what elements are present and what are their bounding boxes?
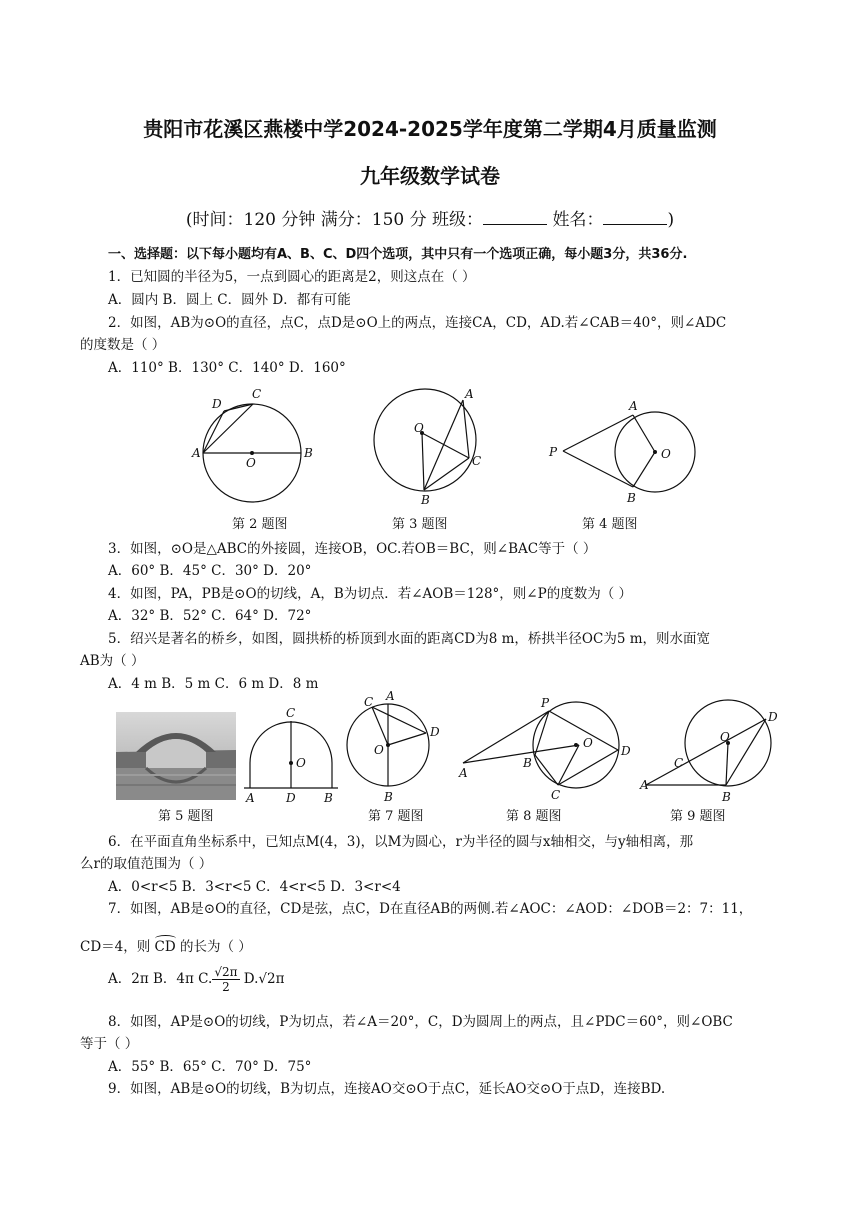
question-1: 1．已知圆的半径为5，一点到圆心的距离是2，则这点在（ ）	[108, 269, 476, 285]
q7-suffix: 的长为（ ）	[180, 939, 252, 955]
label-d: D	[768, 710, 778, 724]
label-c: C	[472, 454, 482, 468]
label-o: O	[583, 736, 593, 750]
label-c: C	[551, 788, 561, 802]
question-9: 9．如图，AB是⊙O的切线，B为切点，连接AO交⊙O于点C，延长AO交⊙O于点D，连接BD.	[108, 1081, 666, 1097]
figure-q5	[240, 705, 345, 805]
caption-q5: 第 5 题图	[158, 809, 214, 824]
q7-fraction	[212, 965, 239, 994]
label-o: O	[296, 756, 306, 770]
section-heading: 一、选择题：以下每小题均有A、B、C、D四个选项，其中只有一个选项正确，每小题3分，共36分.	[108, 247, 688, 262]
label-d: D	[286, 791, 296, 805]
caption-q4: 第 4 题图	[582, 517, 638, 532]
question-4-options: A．32° B．52° C．64° D．72°	[108, 608, 312, 624]
question-6: 6．在平面直角坐标系中，已知点M(4，3)，以M为圆心，r为半径的圆与x轴相交，与y轴相离，那	[108, 834, 694, 850]
question-7-options	[108, 965, 285, 994]
caption-q9: 第 9 题图	[670, 809, 726, 824]
question-6-options: A．0<r<5 B．3<r<5 C．4<r<5 D．3<r<4	[108, 879, 401, 895]
label-o: O	[720, 730, 730, 744]
label-a: A	[640, 778, 649, 792]
q7-frac-num: √2π	[214, 965, 238, 979]
question-3-options: A．60° B．45° C．30° D．20°	[108, 563, 312, 579]
question-1-options: A．圆内 B．圆上 C．圆外 D．都有可能	[108, 292, 351, 308]
caption-q3: 第 3 题图	[392, 517, 448, 532]
exam-title: 贵阳市花溪区燕楼中学2024-2025学年度第二学期4月质量监测	[143, 117, 717, 141]
bridge-photo	[116, 712, 236, 800]
label-c: C	[364, 695, 374, 709]
exam-subtitle: 九年级数学试卷	[360, 164, 500, 188]
q7-opt-ab: A．2π B．4π C.	[108, 971, 213, 987]
exam-info	[0, 205, 860, 230]
info-suffix: )	[667, 210, 675, 230]
label-d: D	[430, 725, 440, 739]
figure-q7	[342, 688, 447, 806]
label-p: P	[549, 445, 558, 459]
label-d: D	[212, 397, 222, 411]
figure-q3	[365, 380, 495, 510]
label-b: B	[384, 790, 393, 804]
question-8-options: A．55° B．65° C．70° D．75°	[108, 1059, 312, 1075]
question-7: 7．如图，AB是⊙O的直径，CD是弦，点C，D在直径AB的两侧.若∠AOC：∠AOD：∠DOB＝2：7：11，	[108, 901, 753, 917]
question-3: 3．如图，⊙O是△ABC的外接圆，连接OB，OC.若OB＝BC，则∠BAC等于（ ）	[108, 541, 597, 557]
q7-opt-d: D.√2π	[243, 971, 285, 987]
label-b: B	[324, 791, 333, 805]
figure-q9	[636, 697, 786, 805]
question-2: 2．如图，AB为⊙O的直径，点C，点D是⊙O上的两点，连接CA，CD，AD.若∠CAB＝40°，则∠ADC	[108, 315, 727, 331]
label-a: A	[459, 766, 468, 780]
label-b: B	[304, 446, 313, 460]
info-name: 姓名：	[547, 210, 604, 230]
q7-prefix: CD＝4，则	[80, 939, 151, 955]
label-o: O	[414, 421, 424, 435]
label-a: A	[192, 446, 201, 460]
caption-q7: 第 7 题图	[368, 809, 424, 824]
figure-q8	[455, 695, 640, 805]
label-o: O	[374, 743, 384, 757]
label-o: O	[661, 447, 671, 461]
question-2-options: A．110° B．130° C．140° D．160°	[108, 360, 346, 376]
label-d: D	[621, 744, 631, 758]
class-blank[interactable]	[483, 210, 547, 225]
figure-q4	[545, 398, 705, 510]
question-5-options: A．4 m B．5 m C．6 m D．8 m	[108, 676, 319, 692]
question-2-cont: 的度数是（ ）	[80, 337, 166, 353]
label-b: B	[722, 790, 731, 804]
label-c: C	[674, 756, 684, 770]
label-b: B	[627, 491, 636, 505]
question-8: 8．如图，AP是⊙O的切线，P为切点，若∠A＝20°，C，D为圆周上的两点，且∠PDC＝60°，则∠OBC	[108, 1014, 733, 1030]
label-a: A	[246, 791, 255, 805]
label-a: A	[465, 387, 474, 401]
info-prefix: (时间：120 分钟 满分：150 分 班级：	[185, 210, 484, 230]
question-5: 5．绍兴是著名的桥乡，如图，圆拱桥的桥顶到水面的距离CD为8 m，桥拱半径OC为5 m，则水面宽	[108, 631, 711, 647]
label-a: A	[386, 689, 395, 703]
label-o: O	[246, 456, 256, 470]
question-8-cont: 等于（ ）	[80, 1036, 139, 1052]
name-blank[interactable]	[603, 210, 667, 225]
caption-q8: 第 8 题图	[506, 809, 562, 824]
question-5-cont: AB为（ ）	[80, 653, 145, 669]
figure-q2	[190, 385, 320, 510]
label-c: C	[286, 706, 296, 720]
label-p: P	[541, 696, 550, 710]
q7-frac-den: 2	[222, 980, 230, 994]
question-4: 4．如图，PA，PB是⊙O的切线，A，B为切点．若∠AOB＝128°，则∠P的度数为（ ）	[108, 586, 632, 602]
label-a: A	[629, 399, 638, 413]
question-7-cont	[80, 935, 252, 955]
caption-q2: 第 2 题图	[232, 517, 288, 532]
label-b: B	[421, 493, 430, 507]
arc-cd: CD	[154, 939, 176, 955]
label-c: C	[252, 387, 262, 401]
label-b: B	[523, 756, 532, 770]
question-6-cont: 么r的取值范围为（ ）	[80, 856, 213, 872]
